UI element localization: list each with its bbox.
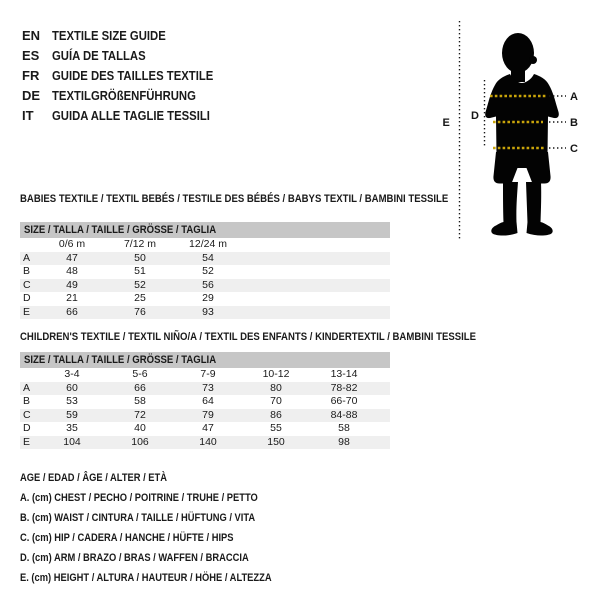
column-header-cell: 7-9: [200, 368, 216, 380]
language-label: TEXTILGRÖßENFÜHRUNG: [52, 88, 196, 103]
legend-line: A. (cm) CHEST / PECHO / POITRINE / TRUHE / PETTO: [20, 492, 258, 504]
value-cell: 52: [202, 265, 214, 277]
value-cell: 86: [270, 408, 282, 421]
column-header-cell: 7/12 m: [123, 238, 157, 250]
value-cell: 52: [134, 278, 146, 291]
value-cell: 47: [66, 251, 78, 264]
value-cell: 79: [202, 408, 214, 421]
silhouette-shirt: [485, 74, 559, 154]
language-label: GUÍA DE TALLAS: [52, 48, 146, 63]
row-label-cell: A: [23, 381, 31, 394]
column-header-row: [20, 238, 390, 252]
table-row: [20, 422, 390, 436]
legend-line: B. (cm) WAIST / CINTURA / TAILLE / HÜFTUNG / VITA: [20, 512, 256, 524]
column-header-cell: 10-12: [262, 368, 290, 380]
value-cell: 93: [202, 305, 214, 318]
table-row: [20, 265, 390, 279]
row-label-cell: B: [23, 265, 31, 277]
size-header-label: SIZE / TALLA / TAILLE / GRÖSSE / TAGLIA: [24, 224, 217, 236]
child-silhouette: [485, 33, 559, 236]
silhouette-left-leg: [503, 182, 518, 223]
value-cell: 106: [131, 435, 149, 448]
language-label: GUIDA ALLE TAGLIE TESSILI: [52, 108, 210, 123]
measurement-legend: [20, 468, 316, 588]
value-cell: 76: [134, 305, 146, 318]
table-row: [20, 436, 390, 450]
table-row: [20, 409, 390, 423]
row-label-cell: D: [23, 292, 31, 304]
value-cell: 60: [66, 381, 78, 394]
language-row: [22, 66, 237, 86]
size-header-bar: [20, 222, 390, 238]
table-row: [20, 395, 390, 409]
measure-label-a: A: [570, 91, 578, 103]
value-cell: 47: [202, 422, 214, 434]
value-cell: 72: [134, 408, 146, 421]
silhouette-shorts: [493, 152, 550, 184]
silhouette-right-shoe: [527, 222, 553, 236]
language-list: [22, 26, 237, 126]
language-code: EN: [22, 28, 41, 43]
measure-label-b: B: [570, 117, 578, 129]
table-row: [20, 382, 390, 396]
row-label-cell: A: [23, 251, 31, 264]
value-cell: 50: [134, 251, 146, 264]
row-label-cell: C: [23, 278, 31, 291]
value-cell: 78-82: [330, 381, 358, 394]
measure-label-e: E: [442, 117, 450, 129]
column-header-cell: 0/6 m: [58, 238, 86, 250]
value-cell: 25: [134, 292, 146, 304]
value-cell: 56: [202, 278, 214, 291]
legend-line: E. (cm) HEIGHT / ALTURA / HAUTEUR / HÖHE / ALTEZZA: [20, 572, 272, 584]
column-header-cell: 5-6: [132, 368, 148, 380]
babies-section-title: BABIES TEXTILE / TEXTIL BEBÉS / TESTILE DES BÉBÉS / BABYS TEXTIL / BAMBINI TESSILE: [20, 193, 449, 205]
value-cell: 66: [134, 381, 146, 394]
row-label-cell: D: [23, 422, 31, 434]
measure-label-d: D: [471, 110, 479, 122]
value-cell: 140: [199, 435, 217, 448]
value-cell: 80: [270, 381, 282, 394]
size-diagram: [430, 10, 600, 245]
language-row: [22, 26, 237, 46]
corner-cell: [20, 238, 38, 252]
language-row: [22, 106, 237, 126]
value-cell: 48: [66, 265, 78, 277]
value-cell: 40: [134, 422, 146, 434]
legend-line: C. (cm) HIP / CADERA / HANCHE / HÜFTE / HIPS: [20, 532, 234, 544]
value-cell: 54: [202, 251, 214, 264]
language-code: ES: [22, 48, 40, 63]
column-header-row: [20, 368, 390, 382]
language-code: FR: [22, 68, 40, 83]
language-row: [22, 86, 237, 106]
language-code: DE: [22, 88, 41, 103]
row-label-cell: E: [23, 305, 31, 318]
value-cell: 49: [66, 278, 78, 291]
value-cell: 51: [134, 265, 146, 277]
value-cell: 29: [202, 292, 214, 304]
size-header-bar: [20, 352, 390, 368]
value-cell: 98: [338, 435, 350, 448]
silhouette-left-shoe: [491, 222, 517, 236]
measure-label-c: C: [570, 143, 578, 155]
value-cell: 73: [202, 381, 214, 394]
language-code: IT: [22, 108, 34, 123]
column-header-cell: 3-4: [64, 368, 80, 380]
silhouette-ear: [529, 56, 537, 64]
table-row: [20, 292, 390, 306]
value-cell: 64: [202, 395, 214, 407]
children-size-table: [20, 352, 390, 449]
table-row: [20, 306, 390, 320]
table-row: [20, 279, 390, 293]
value-cell: 55: [270, 422, 282, 434]
column-header-cell: 12/24 m: [189, 238, 227, 250]
corner-cell: [20, 368, 38, 382]
size-header-label: SIZE / TALLA / TAILLE / GRÖSSE / TAGLIA: [24, 354, 217, 366]
language-label: GUIDE DES TAILLES TEXTILE: [52, 68, 214, 83]
value-cell: 66-70: [330, 395, 358, 407]
value-cell: 58: [134, 395, 146, 407]
table-row: [20, 252, 390, 266]
row-label-cell: B: [23, 395, 31, 407]
value-cell: 104: [63, 435, 81, 448]
value-cell: 53: [66, 395, 78, 407]
row-label-cell: E: [23, 435, 31, 448]
value-cell: 35: [66, 422, 78, 434]
value-cell: 21: [66, 292, 78, 304]
value-cell: 150: [267, 435, 285, 448]
babies-size-table: [20, 222, 390, 319]
language-label: TEXTILE SIZE GUIDE: [52, 28, 166, 43]
value-cell: 66: [66, 305, 78, 318]
column-header-cell: 13-14: [330, 368, 358, 380]
silhouette-right-leg: [526, 182, 541, 223]
value-cell: 58: [338, 422, 350, 434]
row-label-cell: C: [23, 408, 31, 421]
value-cell: 70: [270, 395, 282, 407]
value-cell: 59: [66, 408, 78, 421]
children-section-title: CHILDREN'S TEXTILE / TEXTIL NIÑO/A / TEXTIL DES ENFANTS / KINDERTEXTIL / BAMBINI TESSILE: [20, 331, 477, 343]
legend-line: AGE / EDAD / ÂGE / ALTER / ETÀ: [20, 472, 168, 484]
legend-line: D. (cm) ARM / BRAZO / BRAS / WAFFEN / BRACCIA: [20, 552, 249, 564]
language-row: [22, 46, 237, 66]
value-cell: 84-88: [330, 408, 358, 421]
